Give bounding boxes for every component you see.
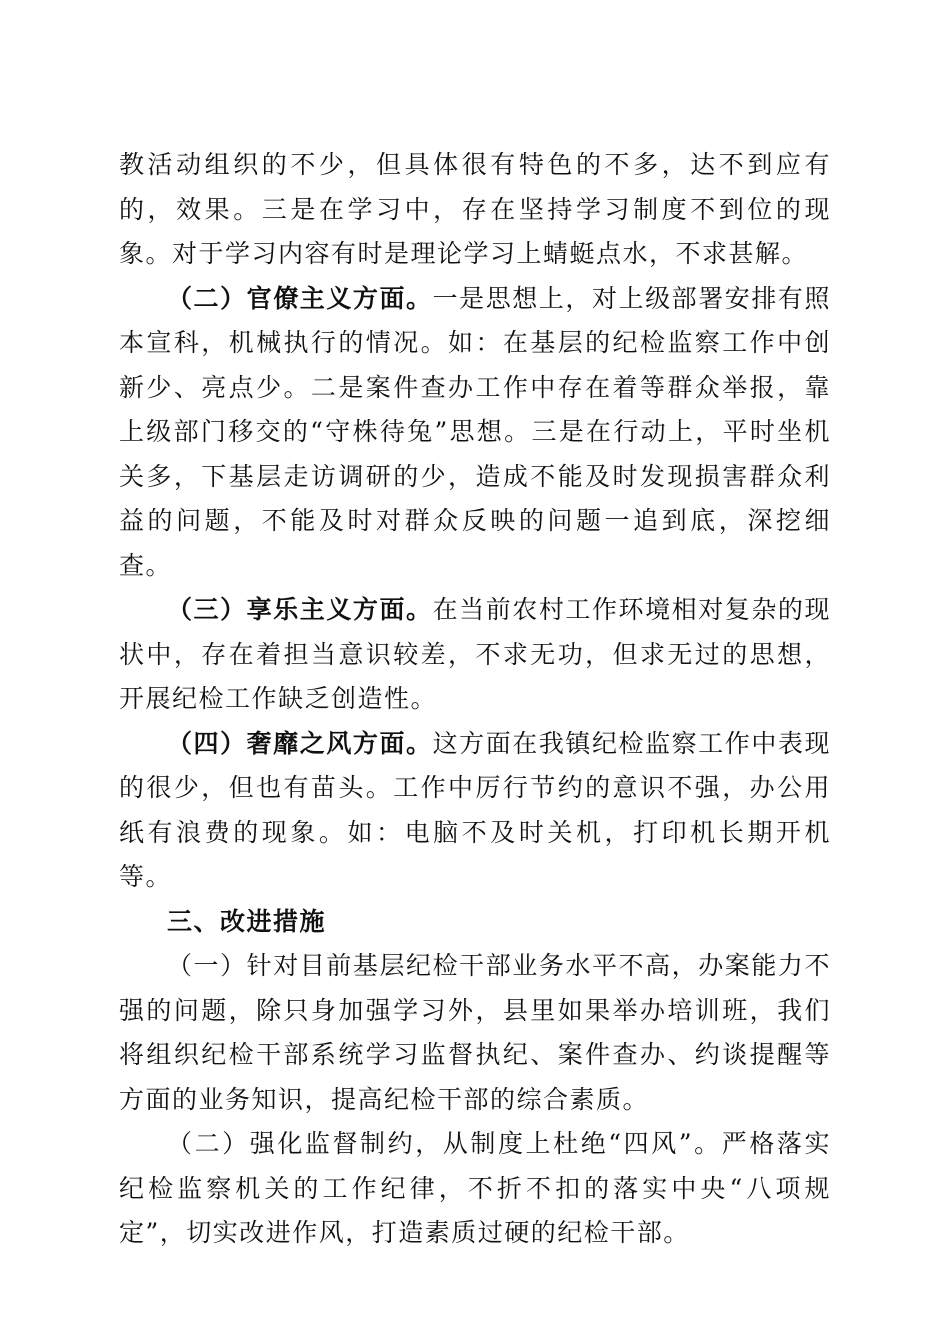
paragraph-text: （二）强化监督制约，从制度上杜绝“四风”。严格落实纪检监察机关的工作纪律，不折不扣的落实中央“八项规定”，切实改进作风，打造素质过硬的纪检干部。 xyxy=(119,1129,831,1247)
paragraph-continued xyxy=(119,143,831,277)
document-page xyxy=(119,143,831,1256)
paragraph-hedonism xyxy=(119,588,831,722)
paragraph-text: 这方面在我镇纪检监察工作中表现的很少，但也有苗头。工作中厉行节约的意识不强，办公用纸有浪费的现象。如：电脑不及时关机，打印机长期开机等。 xyxy=(119,728,831,891)
paragraph-measure-1 xyxy=(119,944,831,1122)
paragraph-text: 在当前农村工作环境相对复杂的现状中，存在着担当意识较差，不求无功，但求无过的思想，开展纪检工作缺乏创造性。 xyxy=(119,595,831,713)
paragraph-measure-2 xyxy=(119,1122,831,1256)
paragraph-bureaucratism xyxy=(119,277,831,589)
paragraph-text: 一是思想上，对上级部署安排有照本宣科，机械执行的情况。如：在基层的纪检监察工作中创新少、亮点少。二是案件查办工作中存在着等群众举报，靠上级部门移交的“守株待兔”思想。三是在行动上，平时坐机关多，下基层走访调研的少，造成不能及时发现损害群众利益的问题，不能及时对群众反映的问题一追到底，深挖细查。 xyxy=(119,283,831,580)
paragraph-text: （一）针对目前基层纪检干部业务水平不高，办案能力不强的问题，除只身加强学习外，县里如果举办培训班，我们将组织纪检干部系统学习监督执纪、案件查办、约谈提醒等方面的业务知识，提高纪检干部的综合素质。 xyxy=(119,951,831,1114)
paragraph-lead: （二）官僚主义方面。 xyxy=(167,283,433,313)
paragraph-lead: （四）奢靡之风方面。 xyxy=(167,728,433,758)
paragraph-text: 教活动组织的不少，但具体很有特色的不多，达不到应有的，效果。三是在学习中，存在坚持学习制度不到位的现象。对于学习内容有时是理论学习上蜻蜓点水，不求甚解。 xyxy=(119,150,831,268)
paragraph-lead: （三）享乐主义方面。 xyxy=(167,595,433,624)
section-heading: 三、改进措施 xyxy=(167,906,327,936)
paragraph-extravagance xyxy=(119,722,831,900)
